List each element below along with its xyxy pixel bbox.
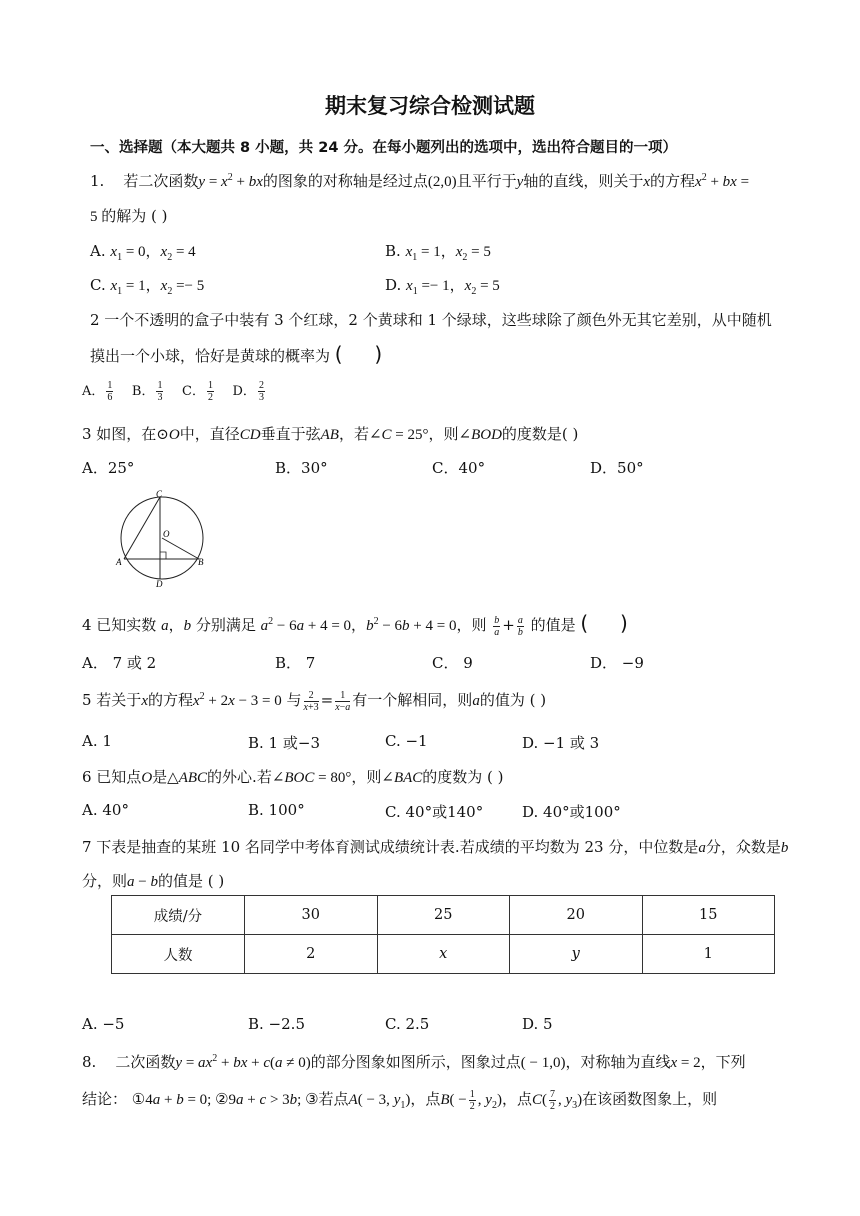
q7-option-c[interactable]: C. 2.5 — [385, 1015, 430, 1033]
q5-option-c[interactable]: C. −1 — [385, 732, 428, 750]
q2-option-d[interactable]: D． $\frac{2}{3}$ — [232, 380, 264, 403]
label-a: A — [116, 557, 122, 567]
q6-option-a[interactable]: A. 40° — [82, 801, 129, 819]
table-cell: 20 — [510, 896, 643, 935]
q5-option-a[interactable]: A. 1 — [82, 732, 112, 750]
score-table — [111, 895, 775, 974]
page-title: 期末复习综合检测试题 — [325, 94, 535, 118]
q3-option-b[interactable]: B．30° — [275, 459, 328, 477]
q1-option-a[interactable]: A. $x_1 = 0$，$x_2 = 4$ — [90, 242, 196, 263]
table-cell: 1 — [642, 935, 775, 974]
table-cell: 人数 — [112, 935, 245, 974]
q7-option-b[interactable]: B. −2.5 — [248, 1015, 305, 1033]
q4-option-d[interactable]: D． −9 — [590, 654, 644, 672]
table-cell: x — [377, 935, 510, 974]
q2-options — [82, 380, 267, 403]
q7-option-d[interactable]: D. 5 — [522, 1015, 553, 1033]
question-6-text: 6 已知点O是△ABC的外心.若∠BOC = 80°，则∠BAC的度数为 ( ) — [82, 768, 504, 786]
q4-option-b[interactable]: B． 7 — [275, 654, 316, 672]
q2-option-a[interactable]: A． $\frac{1}{6}$ — [82, 380, 113, 403]
question-2-line1: 2 一个不透明的盒子中装有 3 个红球，2 个黄球和 1 个绿球，这些球除了颜色外无其它差别，从中随机 — [90, 311, 772, 329]
question-5-text: 5 若关于x的方程$x^2 + 2x - 3 = 0$ 与 $\frac{2}{x+3}$ = $\frac{1}{x-a}$ 有一个解相同，则a的值为 ( ) — [82, 689, 547, 713]
question-2-line2: 摸出一个小球，恰好是黄球的概率为 ( ) — [90, 342, 383, 366]
question-7-line1: 7 下表是抽查的某班 10 名同学中考体育测试成绩统计表.若成绩的平均数为 23 分，中位数是a分，众数是b — [82, 838, 789, 856]
q3-option-c[interactable]: C．40° — [432, 459, 486, 477]
q5-option-d[interactable]: D. −1 或 3 — [522, 734, 600, 752]
q6-option-b[interactable]: B. 100° — [248, 801, 305, 819]
table-cell: 30 — [245, 896, 378, 935]
table-row — [112, 896, 775, 935]
label-o: O — [163, 529, 170, 539]
table-cell: y — [510, 935, 643, 974]
question-7-line2: 分，则a − b的值是 ( ) — [82, 872, 225, 890]
q6-option-c[interactable]: C. 40°或140° — [385, 803, 484, 821]
q4-option-a[interactable]: A． 7 或 2 — [82, 654, 157, 672]
q4-option-c[interactable]: C． 9 — [432, 654, 473, 672]
table-cell: 2 — [245, 935, 378, 974]
question-1-line2: 5 的解为 ( ) — [90, 207, 168, 225]
question-4-text: 4 已知实数 a，b 分别满足 $a^2 - 6a + 4 = 0$，$b^2 - 6b + 4 = 0$，则 $\frac{b}{a}$ + $\frac{a}{b}$ 的值是 ( ) — [82, 611, 628, 638]
table-row — [112, 935, 775, 974]
q7-option-a[interactable]: A. −5 — [82, 1015, 125, 1033]
table-cell: 成绩/分 — [112, 896, 245, 935]
q3-option-d[interactable]: D．50° — [590, 459, 644, 477]
circle-figure — [112, 488, 212, 588]
label-d: D — [156, 579, 163, 588]
q3-option-a[interactable]: A．25° — [82, 459, 135, 477]
q6-option-d[interactable]: D. 40°或100° — [522, 803, 621, 821]
q2-option-c[interactable]: C． $\frac{1}{2}$ — [182, 380, 213, 403]
label-c: C — [156, 489, 163, 499]
question-8-line1: 8. 二次函数$y = ax^2$ + bx + c(a ≠ 0)的部分图象如图所示，图象过点( − 1,0)，对称轴为直线x = 2，下列 — [82, 1053, 746, 1071]
q1-option-b[interactable]: B. $x_1 = 1$，$x_2 = 5$ — [385, 242, 491, 263]
q1-option-c[interactable]: C. $x_1 = 1$，$x_2 =- 5$ — [90, 276, 205, 297]
q5-option-b[interactable]: B. 1 或−3 — [248, 734, 320, 752]
q1-option-d[interactable]: D. $x_1 =- 1$，$x_2 = 5$ — [385, 276, 500, 297]
table-cell: 15 — [642, 896, 775, 935]
question-3-text: 3 如图，在⊙O中，直径CD垂直于弦AB，若∠C = 25°，则∠BOD的度数是( ) — [82, 425, 579, 443]
question-1-line1: 1. 若二次函数$y = x^2$ + bx的图象的对称轴是经过点(2,0)且平行于y轴的直线，则关于x的方程$x^2$ + bx = — [90, 172, 750, 190]
table-cell: 25 — [377, 896, 510, 935]
section-heading: 一、选择题（本大题共 8 小题，共 24 分。在每小题列出的选项中，选出符合题目的一项） — [90, 140, 677, 156]
label-b: B — [198, 557, 204, 567]
question-8-line2: 结论： ①4a + b = 0; ②9a + c > 3b; ③若点A( − 3, $y_1$)，点B( − $\frac{1}{2}$ , $y_2$)，点C( $\frac{7}{2}$ , $y_3$)在该函数图象上，则 — [82, 1089, 718, 1113]
q2-option-b[interactable]: B． $\frac{1}{3}$ — [131, 380, 163, 403]
